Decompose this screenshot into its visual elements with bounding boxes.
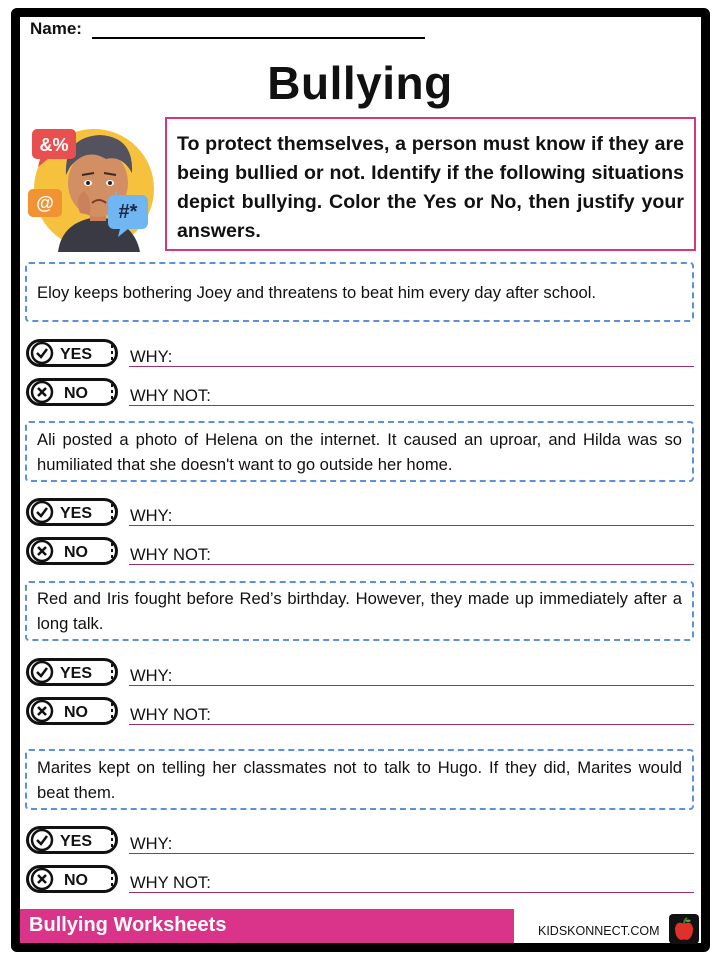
svg-text:YES: YES <box>59 665 93 682</box>
name-input-line[interactable] <box>92 37 425 39</box>
no-answer-row <box>26 537 696 569</box>
why-label: WHY: <box>130 347 173 366</box>
yes-badge[interactable] <box>26 339 118 367</box>
footer-series-title: Bullying Worksheets <box>20 909 514 943</box>
scenario-box <box>25 262 694 322</box>
yes-answer-row <box>26 498 696 530</box>
apple-logo-icon <box>669 914 699 944</box>
yes-badge[interactable] <box>26 658 118 686</box>
no-answer-row <box>26 697 696 729</box>
bubble-symbol-top: &% <box>39 135 69 155</box>
no-badge[interactable] <box>26 537 118 565</box>
no-badge[interactable] <box>26 697 118 725</box>
why-not-answer-line[interactable] <box>129 892 694 893</box>
svg-text:YES: YES <box>59 505 93 522</box>
bubble-symbol-left: @ <box>36 193 54 213</box>
no-badge[interactable] <box>26 378 118 406</box>
why-label: WHY: <box>130 506 173 525</box>
footer-site-name: KIDSKONNECT.COM <box>538 924 660 938</box>
why-answer-line[interactable] <box>129 525 694 526</box>
speech-bubble-left <box>28 189 62 217</box>
svg-text:NO: NO <box>64 704 88 721</box>
why-not-answer-line[interactable] <box>129 724 694 725</box>
no-answer-row <box>26 378 696 410</box>
yes-answer-row <box>26 339 696 371</box>
why-label: WHY: <box>130 834 173 853</box>
scenario-box <box>25 421 694 482</box>
bubble-symbol-right: #* <box>118 201 138 223</box>
svg-text:YES: YES <box>59 346 93 363</box>
name-label: Name: <box>30 19 82 38</box>
why-answer-line[interactable] <box>129 366 694 367</box>
check-circle-icon <box>32 502 52 522</box>
svg-text:NO: NO <box>64 544 88 561</box>
scenario-text: Eloy keeps bothering Joey and threatens to beat him every day after school. <box>37 282 596 302</box>
svg-text:YES: YES <box>59 833 93 850</box>
why-not-label: WHY NOT: <box>130 386 211 405</box>
bullied-student-illustration <box>26 117 158 252</box>
svg-text:NO: NO <box>64 872 88 889</box>
why-not-label: WHY NOT: <box>130 705 211 724</box>
check-circle-icon <box>32 343 52 363</box>
scenario-box <box>25 749 694 810</box>
svg-text:NO: NO <box>64 385 88 402</box>
yes-badge[interactable] <box>26 826 118 854</box>
why-label: WHY: <box>130 666 173 685</box>
no-badge[interactable] <box>26 865 118 893</box>
page-title: Bullying <box>267 57 453 109</box>
instructions-box: To protect themselves, a person must know if they are being bullied or not. Identify if the following situations depict bullying. Color the Yes or No, then justify your answers. <box>165 117 696 251</box>
why-not-answer-line[interactable] <box>129 564 694 565</box>
scenario-text: Ali posted a photo of Helena on the internet. It caused an uproar, and Hilda was so humiliated that she doesn't want to go outside her home. <box>37 429 682 474</box>
scenario-text: Marites kept on telling her classmates not to talk to Hugo. If they did, Marites would beat them. <box>37 757 682 802</box>
scenario-box <box>25 581 694 641</box>
yes-answer-row <box>26 658 696 690</box>
why-not-label: WHY NOT: <box>130 545 211 564</box>
yes-badge[interactable] <box>26 498 118 526</box>
scenario-text: Red and Iris fought before Red’s birthday. However, they made up immediately after a long talk. <box>37 589 682 633</box>
why-not-answer-line[interactable] <box>129 405 694 406</box>
check-circle-icon <box>32 662 52 682</box>
why-answer-line[interactable] <box>129 853 694 854</box>
why-not-label: WHY NOT: <box>130 873 211 892</box>
why-answer-line[interactable] <box>129 685 694 686</box>
yes-answer-row <box>26 826 696 858</box>
check-circle-icon <box>32 830 52 850</box>
no-answer-row <box>26 865 696 897</box>
